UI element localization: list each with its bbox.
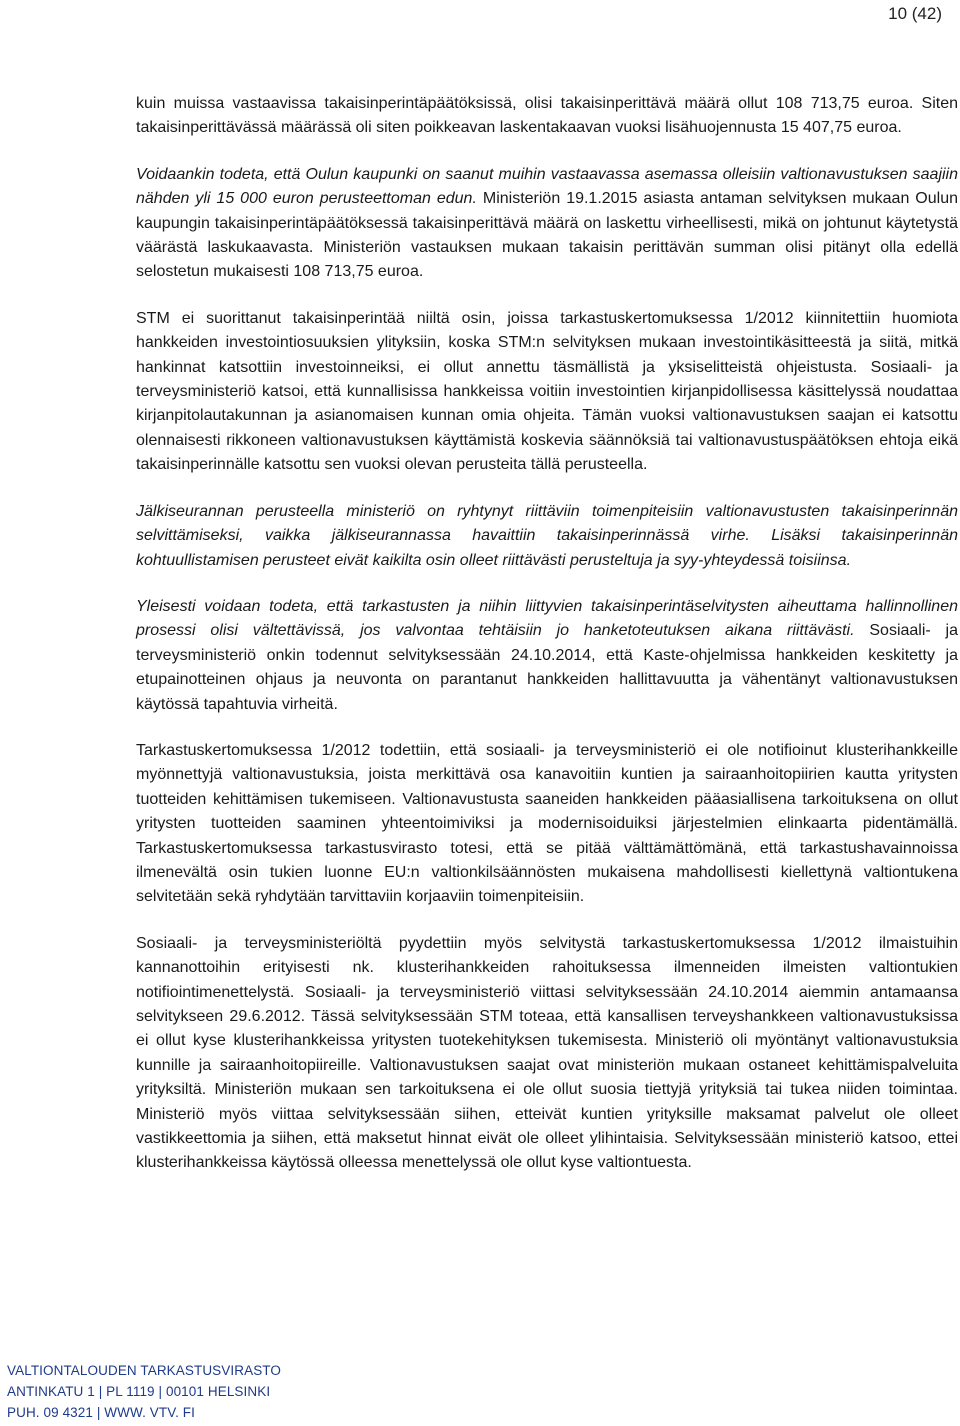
page-number: 10 (42) — [888, 4, 942, 23]
paragraph — [136, 500, 958, 573]
paragraph-text: STM ei suorittanut takaisinperintää niiltä osin, joissa tarkastuskertomuksessa 1/2012 kiinnitettiin huomiota hankkeiden investointiosuuksien ylityksiin, koska STM:n selvityksen mukaan investointikäsitteestä ja siitä, mitkä hankinnat katsottiin investoinneiksi, ei ollut annettu täsmällistä ja yksiselitteistä ohjeistusta. Sosiaali- ja terveysministeriö katsoi, että kunnallisissa hankkeissa voitiin investointien kirjanpidollisessa käsittelyssä noudattaa kirjanpitolautakunnan ja asianomaisen kunnan omia ohjeita. Tämän vuoksi valtionavustuksen saajan ei katsottu olennaisesti rikkoneen valtionavustuksen käyttämistä koskevia säännöksiä tai valtionavustuspäätöksen ehtoja eikä takaisinperinnälle katsottu sen vuoksi olevan perusteita tällä perusteella. — [136, 309, 958, 474]
paragraph — [136, 595, 958, 717]
paragraph-italic-text: Yleisesti voidaan todeta, että tarkastusten ja niihin liittyvien takaisinperintäselvitysten aiheuttama hallinnollinen prosessi olisi vältettävissä, jos valvontaa tehtäisiin jo hanketoteutuksen aikana riittävästi. — [136, 597, 958, 640]
paragraph — [136, 307, 958, 478]
paragraph-text: Sosiaali- ja terveysministeriöltä pyydettiin myös selvitystä tarkastuskertomuksessa 1/2012 ilmaistuihin kannanottoihin erityisesti nk. klusterihankkeiden rahoituksessa ilmenneiden ilmeisten valtiontukien notifiointimenettelystä. Sosiaali- ja terveysministeriö viittasi selvityksessään 24.10.2014 aiemmin antamaansa selvitykseen 29.6.2012. Tässä selvityksessään STM toteaa, että kansallisen terveyshankkeen valtionavustuksissa ei ollut kyse klusterihankkeissa yritysten tuotekehityksen tukemisesta. Ministeriö oli myöntänyt valtionavustuksia kunnille ja sairaanhoitopiireille. Valtionavustuksen saajat ovat ministeriön mukaan ostaneet kehittämispalveluita yrityksiltä. Ministeriön mukaan sen tarkoituksena ei ole ollut suosia tiettyjä yrityksiä tai tukea niiden toimintaa. Ministeriö myös viittaa selvityksessään siihen, etteivät kuntien yrityksille maksamat palvelut ole olleet vastikkeettomia ja siihen, että maksetut hinnat eivät ole olleet ylihintaisia. Selvityksessään ministeriö katsoo, ettei klusterihankkeissa käytössä olleessa menettelyssä ole ollut kyse valtiontuesta. — [136, 934, 958, 1172]
footer-contact: PUH. 09 4321 | WWW. VTV. FI — [7, 1405, 196, 1420]
paragraph-text: Sosiaali- ja terveysministeriö onkin todennut selvityksessään 24.10.2014, että Kaste-ohjelmissa hankkeiden keskitetty ja etupainotteinen ohjaus ja neuvonta on parantanut hankkeiden hallittavuutta ja vähentänyt valtionavustuksen käytössä tapahtuvia virheitä. — [136, 622, 959, 713]
paragraph-text: kuin muissa vastaavissa takaisinperintäpäätöksissä, olisi takaisinperittävä määrä ollut 108 713,75 euroa. Siten takaisinperittävässä määrässä oli siten poikkeavan laskentakaavan vuoksi lisähuojennusta 15 407,75 euroa. — [136, 95, 958, 137]
footer-org-name: VALTIONTALOUDEN TARKASTUSVIRASTO — [7, 1363, 282, 1378]
paragraph — [136, 92, 958, 141]
paragraph-text: Tarkastuskertomuksessa 1/2012 todettiin, että sosiaali- ja terveysministeriö ei ole notifioinut klusterihankkeille myönnettyjä valtionavustuksia, joista merkittävä osa kanavoitiin kuntien ja sairaanhoitopiirien kautta yritysten tuotteiden kehittämisen tukemiseen. Valtionavustusta saaneiden hankkeiden pääasiallisena tarkoituksena on ollut yritysten tuotteiden saaminen yhteentoimiviksi ja modernisoiduiksi järjestelmien elinkaarta pidentämällä. Tarkastuskertomuksessa tarkastusvirasto totesi, että se pitää välttämättömänä, että tarkastushavainnoissa ilmenevältä osin tukien luonne EU:n valtionkilsäännösten mukaisena mahdollisesti kiellettynä valtiontukena selvitetään sekä ryhdytään tarvittaviin korjaaviin toimenpiteisiin. — [136, 741, 958, 906]
paragraph — [136, 739, 958, 910]
footer — [7, 1360, 281, 1423]
paragraph — [136, 932, 958, 1176]
footer-address: ANTINKATU 1 | PL 1119 | 00101 HELSINKI — [7, 1384, 271, 1399]
paragraph-text: Ministeriön 19.1.2015 asiasta antaman selvityksen mukaan Oulun kaupungin takaisinperintäpäätöksessä takaisinperittävä määrä on laskettu virheellisesti, mikä on johtunut käytetystä väärästä laskukaavasta. Ministeriön vastauksen mukaan takaisin perittävän summan olisi pitänyt olla edellä selostetun mukaisesti 108 713,75 euroa. — [136, 190, 958, 281]
paragraph-italic-text: Jälkiseurannan perusteella ministeriö on ryhtynyt riittäviin toimenpiteisiin valtionavustusten takaisinperinnän selvittämiseksi, vaikka jälkiseurannassa havaittiin takaisinperinnässä virhe. Lisäksi takaisinperinnän kohtuullistamisen perusteet eivät kaikilta osin olleet riittävästi perusteltuja ja syy-yhteydessä toisiinsa. — [136, 502, 958, 569]
paragraph-italic-text: Voidaankin todeta, että Oulun kaupunki on saanut muihin vastaavassa asemassa olleisiin valtionavustuksen saajiin nähden yli 15 000 euron perusteettoman edun. — [136, 165, 958, 208]
paragraph — [136, 163, 958, 285]
document-body — [136, 92, 958, 1198]
